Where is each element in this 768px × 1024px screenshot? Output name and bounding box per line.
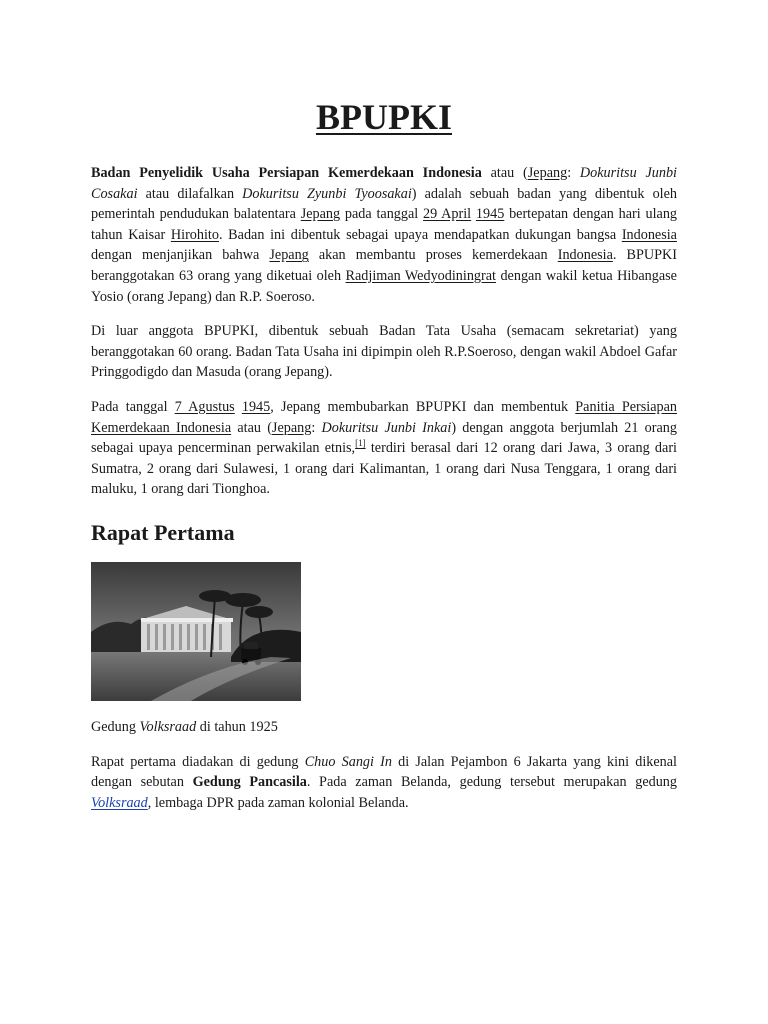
text-run: . Pada zaman Belanda, gedung tersebut merupakan gedung: [306, 774, 677, 791]
text-run: , Jepang membubarkan BPUPKI dan membentuk: [270, 398, 576, 415]
text-run: [235, 399, 242, 415]
link-year[interactable]: 1945: [475, 206, 505, 223]
link-volksraad[interactable]: Volksraad: [91, 794, 148, 811]
italic-term: Dokuritsu Junbi Inkai: [321, 419, 452, 436]
link-jepang[interactable]: Jepang: [269, 247, 309, 264]
page-title: BPUPKI: [315, 97, 452, 137]
footnote-link[interactable]: [1]: [355, 438, 366, 449]
photo-caption: [91, 717, 677, 738]
italic-term: Chuo Sangi In: [304, 753, 392, 770]
text-run: atau (: [231, 419, 272, 436]
text-run: . BPUPKI beranggotakan 63 orang yang diketuai oleh: [91, 247, 677, 284]
text-run: dengan wakil ketua Hibangase Yosio (orang Jepang) dan R.P. Soeroso.: [91, 267, 677, 305]
text-run: dengan menjanjikan bahwa: [91, 247, 270, 264]
link-indonesia[interactable]: Indonesia: [621, 226, 677, 243]
text-run: bertepatan dengan hari ulang tahun Kaisar: [91, 206, 678, 243]
link-radjiman[interactable]: Radjiman Wedyodiningrat: [345, 267, 496, 284]
text-run: :: [311, 419, 322, 436]
text-run: di Jalan Pejambon 6 Jakarta yang kini dikenal dengan sebutan: [91, 753, 677, 791]
dissolution-paragraph: [91, 397, 677, 500]
volksraad-photo: [91, 562, 301, 701]
text-run: ) dengan anggota berjumlah 21 orang sebagai upaya pencerminan perwakilan etnis,: [91, 419, 677, 457]
text-run: atau dilafalkan: [137, 185, 243, 202]
text-run: ) adalah sebuah badan yang dibentuk oleh pemerintah pendudukan balatentara: [91, 185, 678, 223]
bold-term: Badan Penyelidik Usaha Persiapan Kemerdekaan Indonesia: [91, 165, 482, 181]
link-jepang[interactable]: Jepang: [527, 165, 568, 181]
text-run: Pada tanggal: [91, 398, 175, 415]
document-page: [91, 95, 677, 813]
text-run: Gedung: [91, 718, 140, 735]
link-hirohito[interactable]: Hirohito: [170, 226, 219, 243]
text-run: . Badan ini dibentuk sebagai upaya mendapatkan dukungan bangsa: [218, 226, 622, 243]
link-year[interactable]: 1945: [241, 398, 271, 415]
italic-term: Dokuritsu Zyunbi Tyoosakai: [242, 185, 412, 202]
section-heading: Rapat Pertama: [91, 519, 235, 545]
link-jepang[interactable]: Jepang: [300, 206, 341, 223]
text-run: Rapat pertama diadakan di gedung: [91, 753, 305, 770]
text-run: pada tanggal: [340, 206, 423, 223]
italic-term: Dokuritsu Junbi Cosakai: [91, 165, 677, 202]
text-run: terdiri berasal dari 12 orang dari Jawa, 3 orang dari Sumatra, 2 orang dari Sulawesi, 1 orang dari Kalimantan, 1 orang dari Nusa Tenggara, 1 orang dari maluku, 1 orang dari Tionghoa.: [91, 440, 677, 498]
link-jepang[interactable]: Jepang: [271, 419, 312, 436]
link-ppki[interactable]: Panitia Persiapan Kemerdekaan Indonesia: [91, 398, 678, 436]
text-run: , lembaga DPR pada zaman kolonial Belanda.: [147, 794, 409, 811]
text-run: :: [567, 165, 580, 181]
link-date[interactable]: 29 April: [423, 206, 472, 223]
bold-term: Gedung Pancasila: [192, 774, 307, 791]
text-run: di tahun 1925: [196, 718, 278, 735]
link-date[interactable]: 7 Agustus: [174, 398, 235, 415]
link-indonesia[interactable]: Indonesia: [557, 247, 613, 264]
text-run: akan membantu proses kemerdekaan: [308, 247, 558, 264]
italic-term: Volksraad: [139, 718, 197, 735]
text-run: atau (: [481, 165, 528, 181]
intro-paragraph: [91, 163, 677, 307]
secretariat-paragraph: Di luar anggota BPUPKI, dibentuk sebuah Badan Tata Usaha (semacam sekretariat) yang beranggotakan 60 orang. Badan Tata Usaha ini dipimpin oleh R.P.Soeroso, dengan wakil Abdoel Gafar Pringgodigdo dan Masuda (orang Jepang).: [91, 323, 677, 381]
first-meeting-paragraph: [91, 752, 677, 814]
